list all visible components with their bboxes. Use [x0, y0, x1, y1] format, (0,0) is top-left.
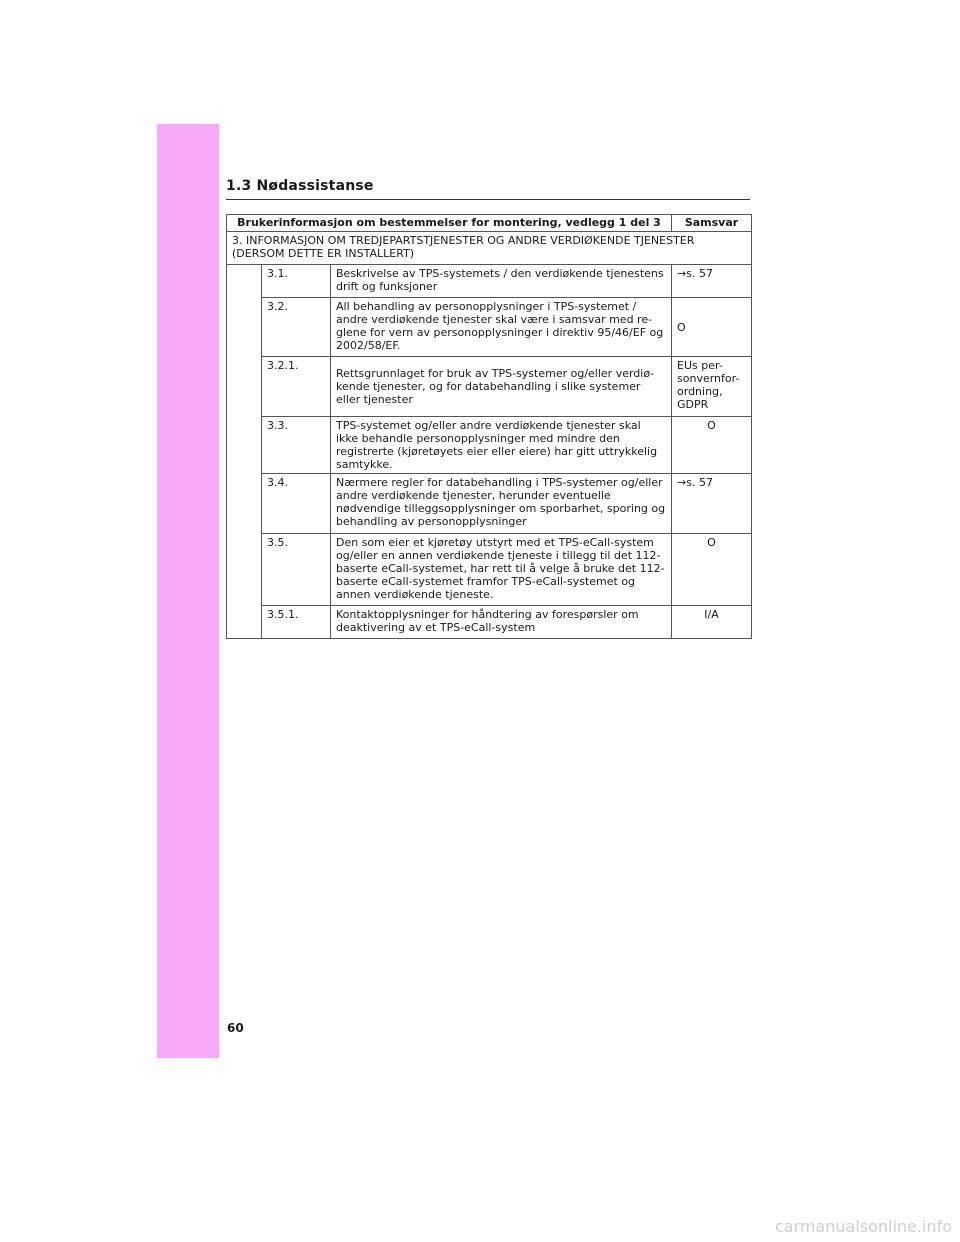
- row-number: 3.3.: [262, 417, 331, 474]
- table-row: [227, 265, 752, 298]
- row-text: All behandling av personopplysninger i TPS-systemet / andre verdiøkende tjenester skal være i samsvar med re-glene for vern av personopplysninger i direktiv 95/46/EF og 2002/58/EF.: [331, 298, 672, 357]
- table-row: [227, 534, 752, 606]
- row-text: Nærmere regler for databehandling i TPS-systemer og/eller andre verdiøkende tjenester, herunder eventuelle nødvendige tilleggsopplysninger om sporbarhet, sporing og behandling av personopplysninger: [331, 474, 672, 534]
- watermark-text: carmanualsonline.info: [774, 1217, 952, 1236]
- page-number: 60: [227, 1021, 244, 1035]
- header-info: Brukerinformasjon om bestemmelser for montering, vedlegg 1 del 3: [227, 215, 672, 232]
- row-number: 3.4.: [262, 474, 331, 534]
- table-row: [227, 606, 752, 639]
- group-indent-cell: [227, 265, 262, 639]
- chapter-side-tab: [157, 124, 219, 1058]
- table-row: [227, 417, 752, 474]
- section-title: 1.3 Nødassistanse: [226, 178, 374, 194]
- row-value: I/A: [672, 606, 752, 639]
- row-text: Kontaktopplysninger for håndtering av forespørsler om deaktivering av et TPS-eCall-system: [331, 606, 672, 639]
- row-text: Rettsgrunnlaget for bruk av TPS-systemer og/eller verdiø-kende tjenester, og for databehandling i slike systemer eller tjenester: [331, 357, 672, 417]
- row-number: 3.1.: [262, 265, 331, 298]
- row-number: 3.2.: [262, 298, 331, 357]
- group-heading: 3. INFORMASJON OM TREDJEPARTSTJENESTER OG ANDRE VERDIØKENDE TJENESTER (DERSOM DETTE ER INSTALLERT): [227, 232, 752, 265]
- row-value: →s. 57: [672, 265, 752, 298]
- row-value: O: [672, 534, 752, 606]
- table-row: [227, 357, 752, 417]
- row-text: Beskrivelse av TPS-systemets / den verdiøkende tjenestens drift og funksjoner: [331, 265, 672, 298]
- row-number: 3.5.1.: [262, 606, 331, 639]
- row-value: EUs per-sonvernfor-ordning, GDPR: [672, 357, 752, 417]
- row-number: 3.5.: [262, 534, 331, 606]
- table-header-row: [227, 215, 752, 232]
- group-heading-row: [227, 232, 752, 265]
- row-number: 3.2.1.: [262, 357, 331, 417]
- table-row: [227, 298, 752, 357]
- row-value: →s. 57: [672, 474, 752, 534]
- row-value: O: [672, 417, 752, 474]
- header-conformity: Samsvar: [672, 215, 752, 232]
- row-text: TPS-systemet og/eller andre verdiøkende tjenester skal ikke behandle personopplysninger med mindre den registrerte (kjøretøyets eier eller eiere) har gitt uttrykkelig samtykke.: [331, 417, 672, 474]
- table-row: [227, 474, 752, 534]
- section-divider: [226, 199, 750, 200]
- row-value: O: [672, 298, 752, 357]
- regulation-info-table: [226, 214, 752, 639]
- row-text: Den som eier et kjøretøy utstyrt med et TPS-eCall-system og/eller en annen verdiøkende tjeneste i tillegg til det 112-baserte eCall-systemet, har rett til å velge å bruke det 112-baserte eCall-systemet framfor TPS-eCall-systemet og annen verdiøkende tjeneste.: [331, 534, 672, 606]
